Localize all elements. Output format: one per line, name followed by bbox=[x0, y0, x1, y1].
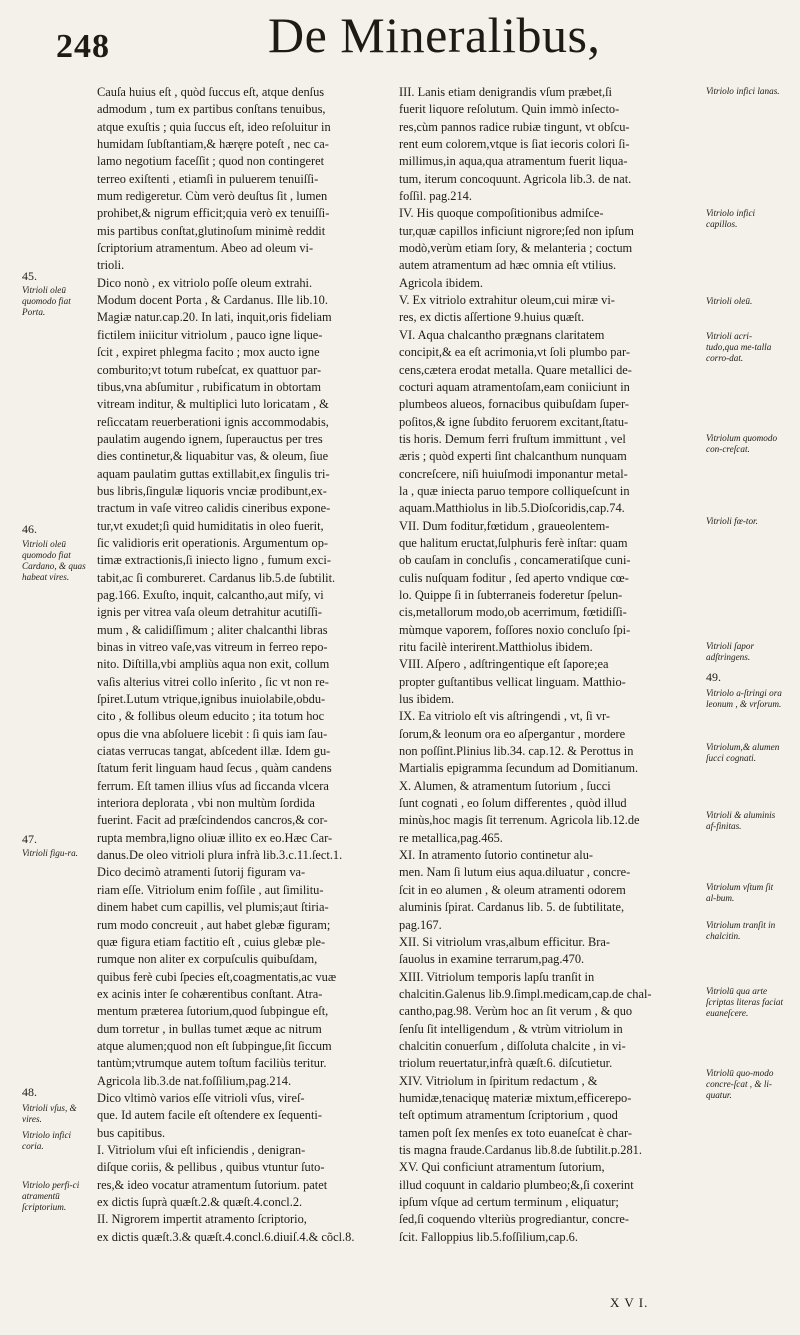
paragraph: XII. Si vitriolum vras,album efficitur. Bra- ſauolus in examine terrarum,pag.470. bbox=[399, 934, 611, 967]
margin-note: Vitrioli oleū quomodo fiat Cardano, & quas habeat vires. bbox=[22, 539, 86, 582]
margin-note: Vitriolo perfi-ci atramentū ſcriptorium. bbox=[22, 1180, 80, 1212]
paragraph: Dico vltimò varios eſſe vitrioli vſus, vireſ- que. Id autem facile eſt oſtendere ex ſequenti- bus capitibus. bbox=[97, 1090, 322, 1140]
paragraph: IX. Ea vitriolo eſt vis aſtringendi , vt, ſi vr- ſorum,& leonum ora eo aſpergantur , mordere non poſſint.Plinius lib.34. cap.12. & Perottus in Martialis epigramma ſecundum ad Domitianum. bbox=[399, 709, 639, 776]
paragraph: III. Lanis etiam denigrandis vſum præbet,ſi fuerit liquore reſolutum. Quin immò inſecto- res,cùm pannos radice rubiæ tingunt, vt obſcu- rent eum colorem,vtque is ſiat iecoris colori ſi- millimus,in aqua,qua atramentum fuerit liqua- tum, iterum concoquunt. Agricola lib.3. de nat. foſſil. pag.214. bbox=[399, 85, 632, 204]
paragraph: VII. Dum foditur,fœtidum , graueolentem- que halitum eructat,ſulphuris ferè inſtar: quam ob cauſam in concluſis , concameratiſque cuni- culis nuſquam foditur , ſed aperto vndique cœ- lo. Quippe ſi in ſubterraneis foderetur ſpelun- cis,metallorum modo,ob acerrimum, fœtidiſſi- mùmque vaporem, foſſores noxio concluſo ſpi- ritu facilè interirent.Matthiolus ibidem. bbox=[399, 518, 631, 654]
paragraph: VIII. Aſpero , adſtringentique eſt ſapore;ea propter guſtantibus vellicat linguam. Matthio- lus ibidem. bbox=[399, 657, 626, 707]
margin-note: Vitriolum vſtum ſit al-bum. bbox=[706, 882, 774, 903]
right-column bbox=[399, 84, 691, 1246]
margin-note: Vitrioli acri-tudo,qua me-talla corro-dat. bbox=[706, 331, 772, 363]
margin-note: Vitrioli vſus, & vires. bbox=[22, 1103, 77, 1124]
margin-number: 47. bbox=[22, 832, 37, 846]
paragraph: Cauſa huius eſt , quòd ſuccus eſt, atque denſus admodum , tum ex partibus conſtans tenuibus, atque exuſtis ; quia ſuccus eſt, ideo reſoluitur in humidam ſubſtantiam,& hæręre poteſt , nec ca- lamo negotium faceſſit ; quod non contingeret terreo exiſtenti , etiamſi in puluerem tenuiſſi- mum redigeretur. Cùm verò deuſtus ſit , lumen prohibet,& nigrum efficit;quia verò ex tenuiſſi- mis partibus conſtat,glutinoſum minimè reddit ſcriptorium atramentum. Abeo ad oleum vi- trioli. bbox=[97, 85, 331, 273]
margin-number: 49. bbox=[706, 670, 721, 684]
paragraph: X. Alumen, & atramentum ſutorium , ſucci ſunt cognati , eo ſolum differentes , quòd illud minùs,hoc magis ſit terrenum. Agricola lib.12.de re metallica,pag.465. bbox=[399, 778, 640, 845]
margin-note: Vitrioli oleū quomodo fiat Porta. bbox=[22, 285, 71, 317]
paragraph: Dico decimò atramenti ſutorij figuram va- riam eſſe. Vitriolum enim foſſile , aut ſimilitu- dinem habet cum capillis, vel plumis;aut ſtiria- rum modo concreuit , aut habet glebæ figuram; quæ figura etiam factitio eſt , cuius glebæ ple- rumque non aliter ex corpuſculis quibuſdam, quibus ferè cubi ſpecies eſt,coagmentatis,ac vuæ ex acinis inter ſe cohærentibus conſtant. Atra- mentum præterea ſutorium,quod ſubpingue eſt, dum torretur , in bullas tumet æque ac nitrum atque alumen;quod non eſt ſubpingue,ſit ſiccum tantùm;vtrumque autem toſtum faciliùs teritur. Agricola lib.3.de nat.foſſilium,pag.214. bbox=[97, 865, 337, 1088]
paragraph: II. Nigrorem impertit atramento ſcriptorio, ex dictis quæſt.3.& quæſt.4.concl.6.diuiſ.4.& cõcl.8. bbox=[97, 1212, 355, 1244]
paragraph: XIV. Vitriolum in ſpiritum redactum , & humidæ,tenaciquę materiæ mixtum,efficerepo- teſt optimum atramentum ſcriptorium , quod tamen poſt ſex menſes ex toto euaneſcat è char- tis magna fraude.Cardanus lib.8.de ſubtilit.p.281. bbox=[399, 1073, 642, 1157]
paragraph: V. Ex vitriolo extrahitur oleum,cui miræ vi- res, ex dictis aſſertione 9.huius quæſt. bbox=[399, 293, 615, 325]
paragraph: IV. His quoque compoſitionibus admiſce- tur,quæ capillos inficiunt nigrore;ſed non ipſum modò,verùm etiam ſory, & melanteria ; coctum autem atramentum ad hæc omnia eſt vtilius. Agricola ibidem. bbox=[399, 206, 634, 290]
margin-note: Vitriolū qua arte ſcriptas literas faciat euaneſcere. bbox=[706, 986, 784, 1018]
catchword: X V I. bbox=[610, 1295, 649, 1310]
margin-note: Vitrioli fœ-tor. bbox=[706, 516, 758, 526]
margin-number: 46. bbox=[22, 522, 37, 536]
paragraph: VI. Aqua chalcantho prægnans claritatem concipit,& ea eſt acrimonia,vt ſoli plumbo par- cens,cætera erodat metalla. Quare metallici de- cocturi aquam atramentoſam,eam coniiciunt in plumbeos alueos, fornacibus quibuſdam ſuper- poſitos,& igne ſubdito feruorem excitant,ſtatu- tis horis. Demum ferri fruſtum immittunt , vel æris ; quòd experti ſint chalcanthum nunquam concreſcere, niſi huiuſmodi imponantur metal- la , quæ iniecta paruo tempore colliqueſcunt in aquam.Matthiolus in lib.5.Dioſcoridis,cap.74. bbox=[399, 327, 632, 516]
margin-number: 48. bbox=[22, 1085, 37, 1099]
margin-note: Vitriolum,& alumen ſucci cognati. bbox=[706, 742, 780, 763]
paragraph: XV. Qui conficiunt atramentum ſutorium, illud coquunt in caldario plumbeo;&,ſi coxerint ipſum vſque ad certum terminum , eliquatur; ſed,ſi coquendo vlteriùs progrediantur, concre- ſcit. Falloppius lib.5.foſſilium,cap.6. bbox=[399, 1160, 634, 1244]
margin-note: Vitriolum tranſit in chalcitin. bbox=[706, 920, 776, 941]
margin-note: Vitrioli figu-ra. bbox=[22, 848, 78, 858]
margin-number: 45. bbox=[22, 269, 37, 283]
paragraph: I. Vitriolum vſui eſt inficiendis , denigran- diſque coriis, & pellibus , quibus vtuntur ſuto- res,& ideo vocatur atramentum ſutorium. patet ex dictis ſuprà quæſt.2.& quæſt.4.concl.2. bbox=[97, 1142, 328, 1209]
margin-note: Vitriolo infici lanas. bbox=[706, 86, 780, 96]
margin-note: Vitriolo a-ſtringi ora leonum , & vrſorum. bbox=[706, 688, 782, 709]
margin-note: Vitriolo infici coria. bbox=[22, 1130, 72, 1151]
paragraph: Dico nonò , ex vitriolo poſſe oleum extrahi. Modum docent Porta , & Cardanus. Ille lib.10. Magiæ natur.cap.20. In lati, inquit,oris fideliam fictilem iniicitur vitriolum , pauco igne lique- ſcit , expiret phlegma facito ; mox aucto igne comburito;vt totum rubeſcat, ex quattuor par- tibus,vna abſumitur , rubificatum in obtortam vitream inditur, & multiplici luto loricatam , & reſiccatam reuerberationi ignis accommodabis, paulatim augendo ignem, ſuperauctus per tres dies continetur,& liquabitur vas, & oleum, ſiue aquam paulatim guttas extillabit,ex ſingulis tri- bus libris,ſingulæ liquoris vnciæ prodibunt,ex- tractum in vaſe vitreo calidis cineribus expone- tur,vt exudet;ſi quid humiditatis in oleo fuerit, ſic validioris erit operationis. Argumentum op- timæ extractionis,ſi iniecto ligno , fumum exci- tabit,ac ſi combureret. Cardanus lib.5.de ſubtilit. pag.166. Exuſto, inquit, calcantho,aut miſy, vi ignis per vitrea vaſa oleum detrahitur acutiſſi- mum , & calidiſſimum ; aliter chalcanthi libras binas in vitreo vaſe,vas vitreum in ferreo repo- nito. Diſtilla,vbi ampliùs aqua non exit, collum vaſis alterius vitrei collo inſerito , ſic vt non re- ſpiret.Lutum vtrique,ignibus inuiolabile,obdu- cito , & follibus oleum educito ; ita totum hoc opus die vna abſoluere licebit : ſi quis iam ſau- ciatas verrucas tangat, abſcedent illæ. Idem gu- ſtatum ferit linguam haud ſecus , quàm candens ferrum. Eſt tamen illius vſus ad ſiccanda vlcera interiora deplorata , vbi non multùm ſordida fuerint. Facit ad præſcindendos cancros,& cor- rupta membra,ligno oliuæ illito ex eo.Hæc Car- danus.De oleo vitrioli plura infrà lib.3.c.11.ſect.1. bbox=[97, 275, 343, 863]
left-column bbox=[97, 84, 379, 1246]
margin-note: Vitrioli & aluminis af-finitas. bbox=[706, 810, 776, 831]
margin-note: Vitrioli ſapor adſtringens. bbox=[706, 641, 755, 662]
paragraph: XI. In atramento ſutorio continetur alu- men. Nam ſi lutum eius aqua.diluatur , concre- ſcit in eo alumen , & oleum atramenti odorem aluminis ſpirat. Cardanus lib. 5. de ſubtilitate, pag.167. bbox=[399, 848, 631, 932]
margin-note: Vitriolum quomodo con-creſcat. bbox=[706, 433, 778, 454]
margin-note: Vitrioli oleū. bbox=[706, 296, 753, 306]
margin-note: Vitriolū quo-modo concre-ſcat , & li-quatur. bbox=[706, 1068, 774, 1100]
running-title: De Mineralibus, bbox=[268, 7, 601, 63]
margin-note: Vitriolo infici capillos. bbox=[706, 208, 756, 229]
paragraph: XIII. Vitriolum temporis lapſu tranſit in chalcitin.Galenus lib.9.ſimpl.medicam,cap.de chal- cantho,pag.98. Verùm hoc an ſit verum , & quo ſenſu ſit intelligendum , & vtrùm vitriolum in chalcitin conuerſum , diſſoluta chalcite , in vi- triolum reuertatur,infrà quæſt.6. diſcutietur. bbox=[399, 969, 652, 1071]
page-number: 248 bbox=[56, 28, 110, 65]
